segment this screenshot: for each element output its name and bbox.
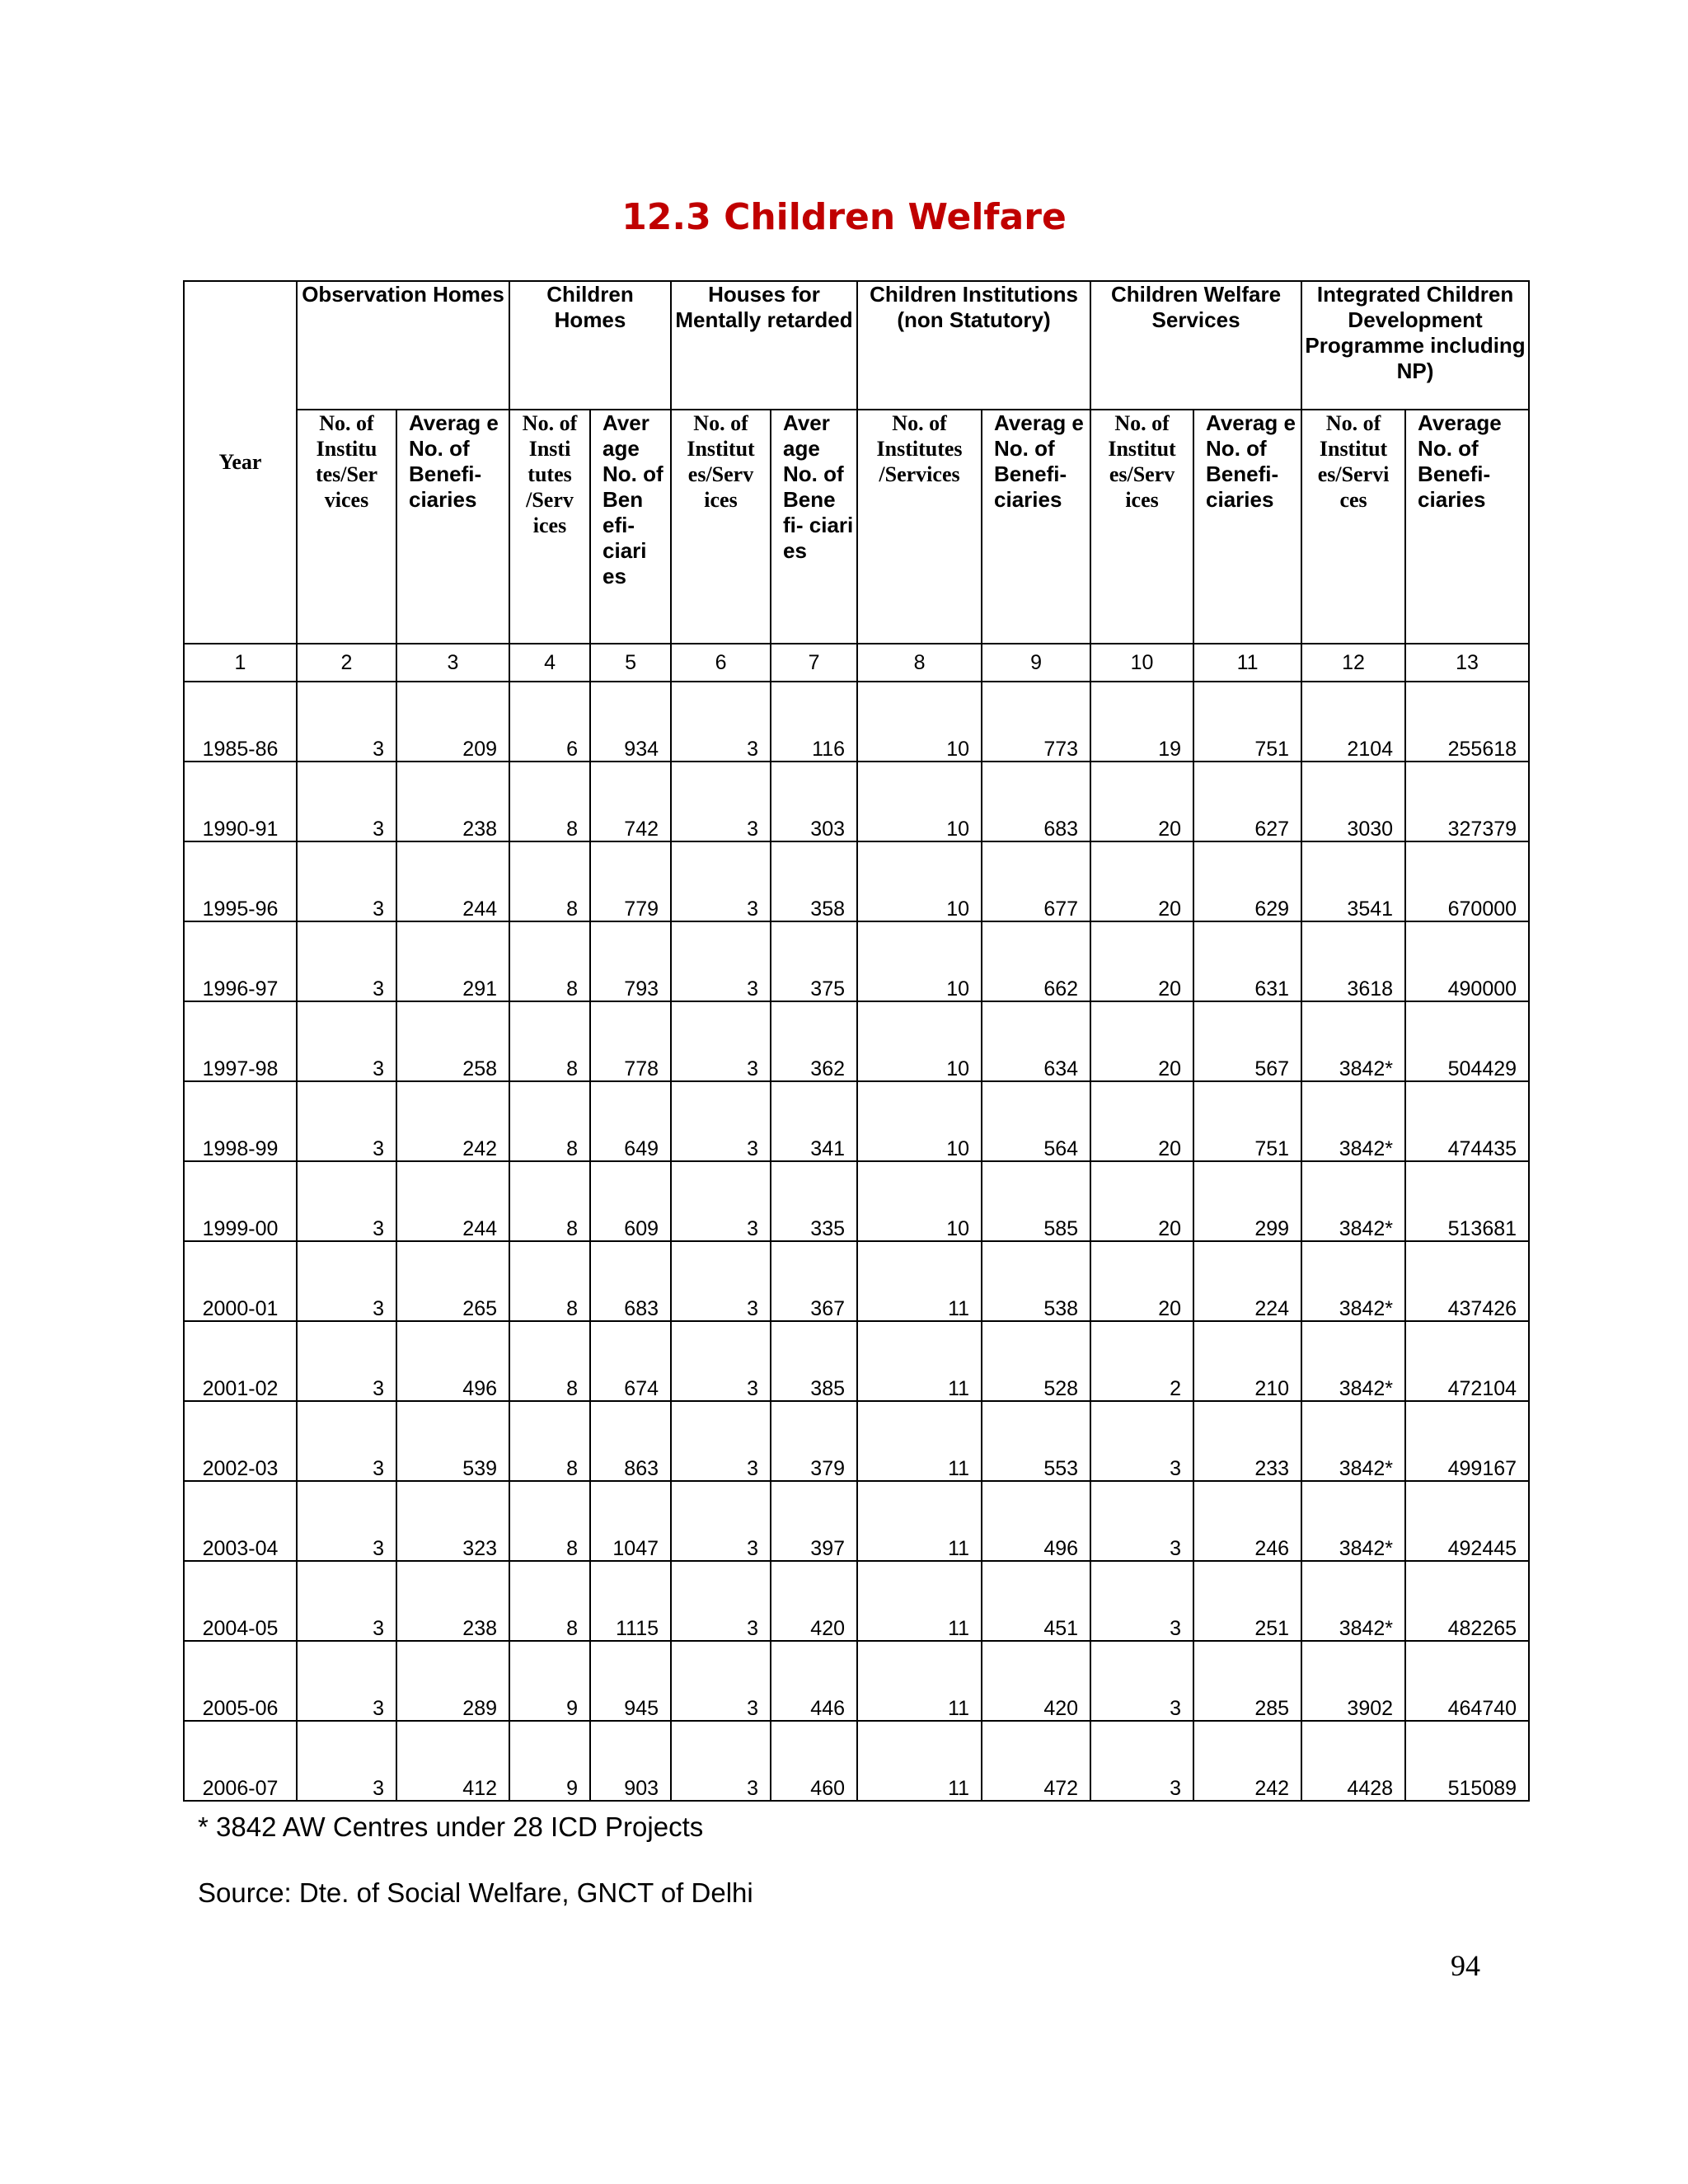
table-row	[184, 1641, 1529, 1721]
table-cell: 11	[857, 1321, 982, 1401]
table-cell: 397	[771, 1481, 857, 1561]
table-cell: 674	[590, 1321, 671, 1401]
table-cell: 20	[1090, 1081, 1193, 1161]
table-cell: 10	[857, 762, 982, 841]
table-cell: 3	[297, 1241, 396, 1321]
table-cell: 3	[671, 921, 771, 1001]
column-number-cell: 1	[184, 644, 297, 682]
column-number-cell: 8	[857, 644, 982, 682]
table-cell: 3	[297, 1081, 396, 1161]
table-cell: 8	[509, 1161, 590, 1241]
table-cell: 20	[1090, 1241, 1193, 1321]
table-cell: 3	[671, 1401, 771, 1481]
table-cell: 11	[857, 1561, 982, 1641]
table-cell: 255618	[1405, 682, 1529, 762]
table-row	[184, 1001, 1529, 1081]
year-cell: 2005-06	[184, 1641, 297, 1721]
sub-header-institutions: No. of Institut es/Servi ces	[1301, 410, 1405, 644]
group-header-children-institutions: Children Institutions (non Statutory)	[857, 281, 1090, 410]
table-cell: 482265	[1405, 1561, 1529, 1641]
source-note: Source: Dte. of Social Welfare, GNCT of Delhi	[198, 1877, 753, 1908]
table-cell: 335	[771, 1161, 857, 1241]
table-cell: 251	[1193, 1561, 1301, 1641]
table-cell: 233	[1193, 1401, 1301, 1481]
table-cell: 3	[1090, 1641, 1193, 1721]
table-cell: 903	[590, 1721, 671, 1801]
table-cell: 244	[396, 841, 509, 921]
table-row	[184, 1721, 1529, 1801]
children-welfare-table	[183, 280, 1530, 1802]
table-row	[184, 841, 1529, 921]
table-cell: 683	[982, 762, 1090, 841]
year-cell: 2004-05	[184, 1561, 297, 1641]
table-cell: 10	[857, 1001, 982, 1081]
sub-header-institutions: No. of Institutes /Services	[857, 410, 982, 644]
sub-header-beneficiaries: Aver age No. of Ben efi- ciari es	[590, 410, 671, 644]
column-number-cell: 6	[671, 644, 771, 682]
table-cell: 210	[1193, 1321, 1301, 1401]
table-cell: 3	[671, 1001, 771, 1081]
table-cell: 683	[590, 1241, 671, 1321]
table-cell: 472	[982, 1721, 1090, 1801]
table-cell: 3	[297, 1161, 396, 1241]
year-cell: 1985-86	[184, 682, 297, 762]
table-row	[184, 1241, 1529, 1321]
table-cell: 8	[509, 1561, 590, 1641]
table-cell: 362	[771, 1001, 857, 1081]
table-cell: 323	[396, 1481, 509, 1561]
table-cell: 10	[857, 921, 982, 1001]
table-cell: 3	[1090, 1721, 1193, 1801]
table-cell: 327379	[1405, 762, 1529, 841]
table-cell: 3	[297, 1641, 396, 1721]
group-header-row	[184, 281, 1529, 410]
table-cell: 3	[671, 1721, 771, 1801]
table-cell: 464740	[1405, 1641, 1529, 1721]
table-cell: 209	[396, 682, 509, 762]
table-cell: 437426	[1405, 1241, 1529, 1321]
table-cell: 8	[509, 1481, 590, 1561]
table-cell: 10	[857, 1081, 982, 1161]
table-cell: 585	[982, 1161, 1090, 1241]
column-number-cell: 7	[771, 644, 857, 682]
table-cell: 3	[1090, 1481, 1193, 1561]
table-cell: 492445	[1405, 1481, 1529, 1561]
table-cell: 779	[590, 841, 671, 921]
table-cell: 451	[982, 1561, 1090, 1641]
table-cell: 303	[771, 762, 857, 841]
page-number: 94	[1451, 1949, 1480, 1982]
table-cell: 11	[857, 1241, 982, 1321]
table-cell: 385	[771, 1321, 857, 1401]
table-cell: 238	[396, 1561, 509, 1641]
table-cell: 3842*	[1301, 1081, 1405, 1161]
table-cell: 3842*	[1301, 1001, 1405, 1081]
table-cell: 10	[857, 841, 982, 921]
table-row	[184, 1321, 1529, 1401]
table-cell: 863	[590, 1401, 671, 1481]
table-cell: 631	[1193, 921, 1301, 1001]
table-cell: 8	[509, 1401, 590, 1481]
column-number-cell: 4	[509, 644, 590, 682]
column-number-cell: 13	[1405, 644, 1529, 682]
table-cell: 793	[590, 921, 671, 1001]
table-cell: 3	[297, 841, 396, 921]
table-cell: 242	[1193, 1721, 1301, 1801]
table-cell: 3	[671, 1561, 771, 1641]
table-cell: 945	[590, 1641, 671, 1721]
table-cell: 1047	[590, 1481, 671, 1561]
table-cell: 490000	[1405, 921, 1529, 1001]
sub-header-beneficiaries: Aver age No. of Bene fi- ciari es	[771, 410, 857, 644]
table-cell: 20	[1090, 1161, 1193, 1241]
table-cell: 20	[1090, 921, 1193, 1001]
table-cell: 3842*	[1301, 1481, 1405, 1561]
table-cell: 8	[509, 762, 590, 841]
table-cell: 285	[1193, 1641, 1301, 1721]
sub-header-beneficiaries: Average No. of Benefi- ciaries	[1405, 410, 1529, 644]
table-cell: 742	[590, 762, 671, 841]
table-cell: 662	[982, 921, 1090, 1001]
year-cell: 1995-96	[184, 841, 297, 921]
group-header-icdp: Integrated Children Development Programme including NP)	[1301, 281, 1529, 410]
table-row	[184, 1161, 1529, 1241]
table-cell: 3	[671, 1481, 771, 1561]
table-cell: 538	[982, 1241, 1090, 1321]
column-number-row	[184, 644, 1529, 682]
sub-header-institutions: No. of Institut es/Serv ices	[1090, 410, 1193, 644]
table-cell: 3	[297, 1481, 396, 1561]
table-cell: 474435	[1405, 1081, 1529, 1161]
table-cell: 515089	[1405, 1721, 1529, 1801]
table-cell: 3	[671, 1641, 771, 1721]
group-header-children-homes: Children Homes	[509, 281, 671, 410]
year-cell: 2003-04	[184, 1481, 297, 1561]
table-row	[184, 1561, 1529, 1641]
table-cell: 567	[1193, 1001, 1301, 1081]
table-cell: 238	[396, 762, 509, 841]
table-cell: 3	[1090, 1401, 1193, 1481]
table-cell: 3902	[1301, 1641, 1405, 1721]
table-row	[184, 921, 1529, 1001]
table-cell: 513681	[1405, 1161, 1529, 1241]
table-row	[184, 1401, 1529, 1481]
sub-header-beneficiaries: Averag e No. of Benefi- ciaries	[982, 410, 1090, 644]
table-cell: 19	[1090, 682, 1193, 762]
table-cell: 265	[396, 1241, 509, 1321]
column-number-cell: 3	[396, 644, 509, 682]
table-cell: 3	[671, 682, 771, 762]
table-cell: 2	[1090, 1321, 1193, 1401]
table-row	[184, 1081, 1529, 1161]
table-cell: 299	[1193, 1161, 1301, 1241]
year-header: Year	[184, 281, 297, 644]
year-cell: 1997-98	[184, 1001, 297, 1081]
table-cell: 116	[771, 682, 857, 762]
table-cell: 3842*	[1301, 1401, 1405, 1481]
table-row	[184, 682, 1529, 762]
table-cell: 246	[1193, 1481, 1301, 1561]
table-cell: 6	[509, 682, 590, 762]
table-cell: 499167	[1405, 1401, 1529, 1481]
year-cell: 2006-07	[184, 1721, 297, 1801]
column-number-cell: 5	[590, 644, 671, 682]
table-cell: 3842*	[1301, 1241, 1405, 1321]
table-cell: 3	[671, 762, 771, 841]
sub-header-beneficiaries: Averag e No. of Benefi- ciaries	[1193, 410, 1301, 644]
sub-header-row	[184, 410, 1529, 644]
sub-header-institutions: No. of Insti tutes /Serv ices	[509, 410, 590, 644]
year-cell: 1999-00	[184, 1161, 297, 1241]
table-cell: 3842*	[1301, 1321, 1405, 1401]
table-cell: 1115	[590, 1561, 671, 1641]
table-cell: 367	[771, 1241, 857, 1321]
table-row	[184, 762, 1529, 841]
table-cell: 3	[671, 841, 771, 921]
table-cell: 3	[297, 1321, 396, 1401]
column-number-cell: 2	[297, 644, 396, 682]
table-cell: 670000	[1405, 841, 1529, 921]
table-cell: 649	[590, 1081, 671, 1161]
table-cell: 634	[982, 1001, 1090, 1081]
table-cell: 4428	[1301, 1721, 1405, 1801]
table-cell: 3	[297, 1401, 396, 1481]
table-body	[184, 644, 1529, 1801]
table-cell: 9	[509, 1641, 590, 1721]
table-cell: 3541	[1301, 841, 1405, 921]
table-cell: 751	[1193, 682, 1301, 762]
table-cell: 11	[857, 1481, 982, 1561]
table-cell: 224	[1193, 1241, 1301, 1321]
column-number-cell: 10	[1090, 644, 1193, 682]
table-cell: 289	[396, 1641, 509, 1721]
table-cell: 10	[857, 682, 982, 762]
page-title: 12.3 Children Welfare	[621, 196, 1067, 238]
table-cell: 496	[396, 1321, 509, 1401]
footnote: * 3842 AW Centres under 28 ICD Projects	[198, 1811, 704, 1842]
table-cell: 677	[982, 841, 1090, 921]
column-number-cell: 12	[1301, 644, 1405, 682]
table-cell: 751	[1193, 1081, 1301, 1161]
year-cell: 2000-01	[184, 1241, 297, 1321]
table-cell: 627	[1193, 762, 1301, 841]
table-cell: 3842*	[1301, 1561, 1405, 1641]
table-cell: 8	[509, 1001, 590, 1081]
table-cell: 11	[857, 1721, 982, 1801]
table-cell: 496	[982, 1481, 1090, 1561]
table-row	[184, 1481, 1529, 1561]
table-cell: 3	[297, 762, 396, 841]
group-header-houses-mentally-retarded: Houses for Mentally retarded	[671, 281, 857, 410]
table-cell: 8	[509, 1081, 590, 1161]
table-cell: 8	[509, 841, 590, 921]
year-cell: 1996-97	[184, 921, 297, 1001]
table-cell: 242	[396, 1081, 509, 1161]
table-cell: 934	[590, 682, 671, 762]
table-cell: 564	[982, 1081, 1090, 1161]
table-cell: 528	[982, 1321, 1090, 1401]
table-cell: 3	[297, 921, 396, 1001]
table-cell: 20	[1090, 762, 1193, 841]
table-cell: 10	[857, 1161, 982, 1241]
table-cell: 3	[297, 682, 396, 762]
table-cell: 375	[771, 921, 857, 1001]
table-cell: 3	[297, 1561, 396, 1641]
table-cell: 8	[509, 1241, 590, 1321]
table-cell: 773	[982, 682, 1090, 762]
table-cell: 3	[1090, 1561, 1193, 1641]
column-number-cell: 9	[982, 644, 1090, 682]
table-cell: 539	[396, 1401, 509, 1481]
table-cell: 3	[671, 1241, 771, 1321]
table-cell: 412	[396, 1721, 509, 1801]
table-cell: 11	[857, 1401, 982, 1481]
table-cell: 3	[671, 1081, 771, 1161]
table-cell: 8	[509, 921, 590, 1001]
table-cell: 446	[771, 1641, 857, 1721]
table-cell: 9	[509, 1721, 590, 1801]
year-cell: 2002-03	[184, 1401, 297, 1481]
column-number-cell: 11	[1193, 644, 1301, 682]
year-cell: 1990-91	[184, 762, 297, 841]
table-cell: 244	[396, 1161, 509, 1241]
table-cell: 778	[590, 1001, 671, 1081]
year-cell: 1998-99	[184, 1081, 297, 1161]
table-cell: 553	[982, 1401, 1090, 1481]
table-cell: 258	[396, 1001, 509, 1081]
table-cell: 472104	[1405, 1321, 1529, 1401]
table-cell: 3	[671, 1321, 771, 1401]
table-cell: 3030	[1301, 762, 1405, 841]
table-cell: 11	[857, 1641, 982, 1721]
table-cell: 379	[771, 1401, 857, 1481]
table-cell: 3	[671, 1161, 771, 1241]
table-cell: 3	[297, 1001, 396, 1081]
table-cell: 20	[1090, 1001, 1193, 1081]
year-cell: 2001-02	[184, 1321, 297, 1401]
table-cell: 8	[509, 1321, 590, 1401]
table-cell: 20	[1090, 841, 1193, 921]
table-cell: 609	[590, 1161, 671, 1241]
table-cell: 291	[396, 921, 509, 1001]
sub-header-institutions: No. of Institut es/Serv ices	[671, 410, 771, 644]
table-cell: 341	[771, 1081, 857, 1161]
sub-header-institutions: No. of Institu tes/Ser vices	[297, 410, 396, 644]
table-cell: 629	[1193, 841, 1301, 921]
table-cell: 420	[771, 1561, 857, 1641]
sub-header-beneficiaries: Averag e No. of Benefi- ciaries	[396, 410, 509, 644]
table-cell: 504429	[1405, 1001, 1529, 1081]
group-header-observation-homes: Observation Homes	[297, 281, 509, 410]
table-cell: 358	[771, 841, 857, 921]
group-header-children-welfare-services: Children Welfare Services	[1090, 281, 1301, 410]
table-cell: 3842*	[1301, 1161, 1405, 1241]
table-cell: 3	[297, 1721, 396, 1801]
table-cell: 420	[982, 1641, 1090, 1721]
table-cell: 3618	[1301, 921, 1405, 1001]
table-cell: 460	[771, 1721, 857, 1801]
table-cell: 2104	[1301, 682, 1405, 762]
